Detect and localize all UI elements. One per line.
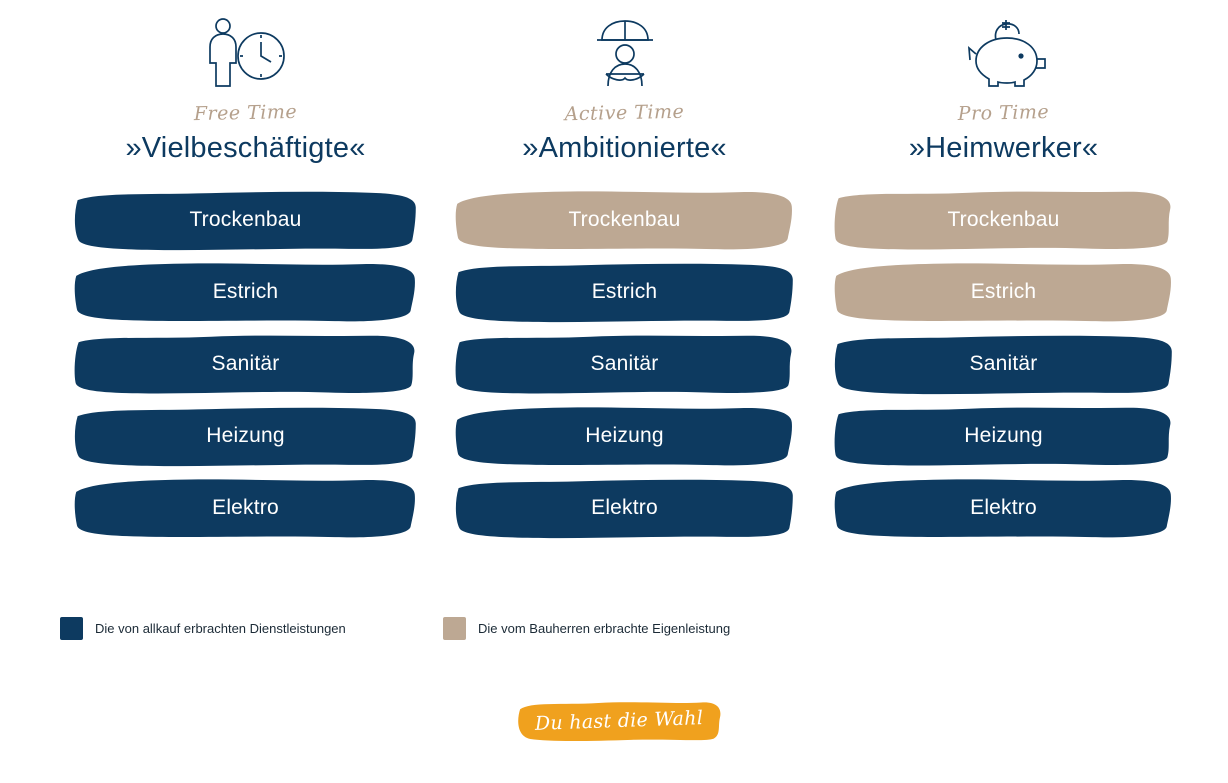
- service-bar[interactable]: [74, 405, 418, 467]
- service-bar-label: Heizung: [585, 424, 664, 447]
- service-bar[interactable]: [834, 261, 1174, 323]
- service-bar[interactable]: [455, 261, 795, 323]
- person-clock-icon: [56, 0, 435, 96]
- legend: [0, 617, 1228, 653]
- column-title: »Vielbeschäftigte«: [125, 132, 366, 164]
- service-bars: [435, 189, 814, 539]
- service-bar-label: Trockenbau: [189, 208, 302, 231]
- service-bars: [56, 189, 435, 539]
- service-bar[interactable]: [834, 405, 1174, 467]
- column-eyebrow: Free Time: [193, 100, 298, 126]
- service-bar-label: Sanitär: [590, 352, 659, 375]
- legend-swatch-beige: [443, 617, 466, 640]
- service-bar-label: Trockenbau: [568, 208, 681, 231]
- piggy-bank-icon: [814, 0, 1193, 96]
- plan-column-pro-time: [814, 0, 1193, 580]
- footer-badge: [516, 700, 722, 742]
- service-bar[interactable]: [834, 189, 1174, 251]
- service-bars: [814, 189, 1193, 539]
- service-bar[interactable]: [74, 477, 418, 539]
- worker-helmet-icon: [435, 0, 814, 96]
- service-bar[interactable]: [74, 333, 418, 395]
- legend-label: Die vom Bauherren erbrachte Eigenleistung: [478, 621, 731, 636]
- service-bar-label: Sanitär: [969, 352, 1038, 375]
- service-bar[interactable]: [834, 477, 1174, 539]
- legend-item-bauherr: [443, 617, 730, 640]
- legend-label: Die von allkauf erbrachten Dienstleistungen: [95, 621, 346, 636]
- service-bar-label: Elektro: [970, 496, 1037, 519]
- service-bar[interactable]: [74, 261, 418, 323]
- service-bar[interactable]: [455, 405, 795, 467]
- service-bar-label: Estrich: [591, 280, 658, 303]
- legend-item-allkauf: [60, 617, 346, 640]
- service-bar-label: Trockenbau: [947, 208, 1060, 231]
- service-bar[interactable]: [455, 477, 795, 539]
- service-bar[interactable]: [455, 189, 795, 251]
- plan-column-active-time: [435, 0, 814, 580]
- column-eyebrow: Active Time: [564, 100, 685, 126]
- service-bar[interactable]: [74, 189, 418, 251]
- legend-swatch-navy: [60, 617, 83, 640]
- column-title: »Ambitionierte«: [522, 132, 727, 164]
- service-bar-label: Heizung: [964, 424, 1043, 447]
- service-bar-label: Sanitär: [211, 352, 280, 375]
- column-eyebrow: Pro Time: [957, 101, 1050, 125]
- service-bar-label: Heizung: [206, 424, 285, 447]
- plan-column-free-time: [56, 0, 435, 580]
- badge-label: Du hast die Wahl: [534, 707, 704, 735]
- column-title: »Heimwerker«: [908, 132, 1099, 164]
- service-bar-label: Estrich: [970, 280, 1037, 303]
- service-bar-label: Elektro: [591, 496, 658, 519]
- service-bar[interactable]: [455, 333, 795, 395]
- service-bar-label: Elektro: [212, 496, 279, 519]
- service-bar-label: Estrich: [212, 280, 279, 303]
- service-bar[interactable]: [834, 333, 1174, 395]
